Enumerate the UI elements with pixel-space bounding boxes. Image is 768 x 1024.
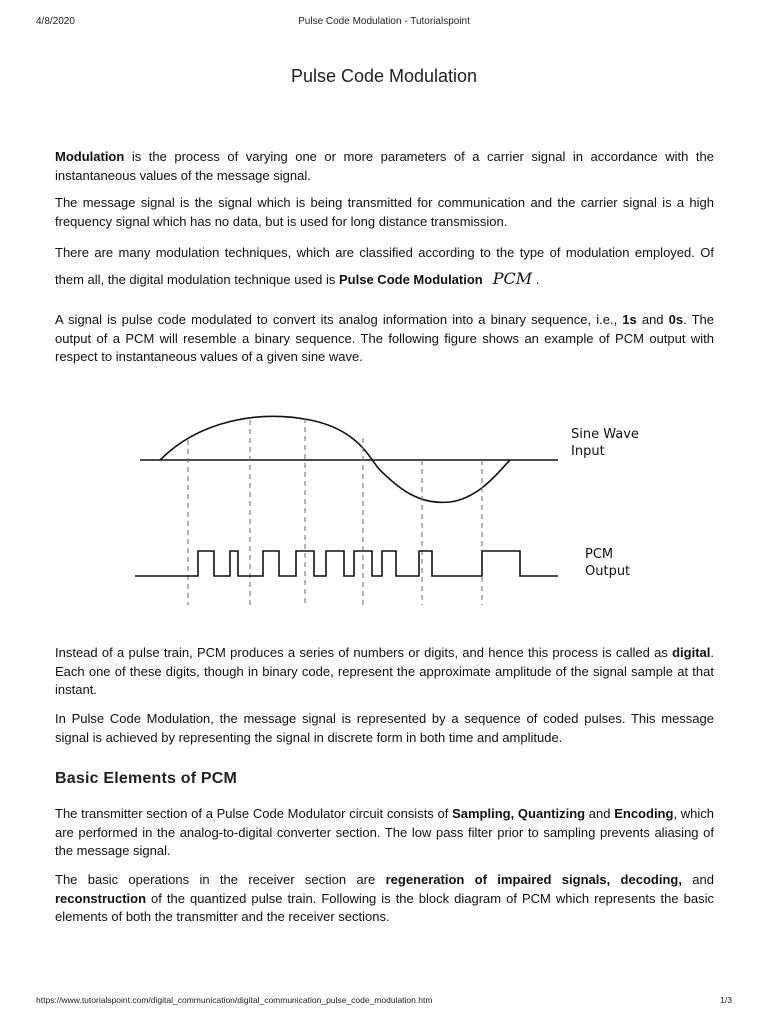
paragraph-text: The transmitter section of a Pulse Code Modulator circuit consists of xyxy=(55,806,453,821)
print-page-number: 1/3 xyxy=(720,995,732,1005)
pcm-output-label xyxy=(585,546,630,580)
paragraph-coded-pulses: In Pulse Code Modulation, the message signal is represented by a sequence of coded pulses. This message signal is achieved by representing the signal in discrete form in both time and amplitude. xyxy=(55,711,714,745)
paragraph-text: . The output of a PCM will resemble a binary sequence. The following figure shows an example of PCM output with respect to instantaneous values of a given sine wave. xyxy=(55,312,715,364)
term-sampling-quantizing: Sampling, Quantizing xyxy=(452,806,586,821)
paragraph-text: of the quantized pulse train. Following is the block diagram of PCM which represents the basic elements of both the transmitter and the receiver sections. xyxy=(55,890,714,924)
term-regeneration-decoding: regeneration of impaired signals, decoding, xyxy=(385,872,682,887)
term-digital: digital xyxy=(672,645,711,660)
label-line: Input xyxy=(571,444,605,459)
term-encoding: Encoding xyxy=(614,806,674,821)
paragraph-text: A signal is pulse code modulated to convert its analog information into a binary sequence, i.e., xyxy=(55,312,623,327)
section-heading: Basic Elements of PCM xyxy=(55,770,238,787)
paragraph-text: . Each one of these digits, though in binary code, represent the approximate amplitude of the signal sample at that instant. xyxy=(55,645,714,697)
paragraph-text: and xyxy=(636,312,669,327)
label-line: Output xyxy=(585,564,631,579)
term-1s: 1s xyxy=(622,312,637,327)
paragraph-modulation-definition xyxy=(55,148,714,185)
print-page-title: Pulse Code Modulation - Tutorialspoint xyxy=(298,16,470,27)
paragraph-text: There are many modulation techniques, which are classified according to the type of modulation employed. Of them all, the digital modulation technique used is xyxy=(55,245,714,287)
term-reconstruction: reconstruction xyxy=(55,890,147,906)
label-line: Sine Wave xyxy=(571,427,639,442)
pcm-math-symbol: PCM xyxy=(492,269,533,288)
term-pcm: Pulse Code Modulation xyxy=(339,272,483,287)
paragraph-digital xyxy=(55,644,714,700)
label-line: PCM xyxy=(585,547,614,562)
paragraph-transmitter xyxy=(55,805,714,861)
paragraph-text: is the process of varying one or more parameters of a carrier signal in accordance with the instantaneous values of the message signal. xyxy=(55,149,714,183)
paragraph-text: The basic operations in the receiver section are xyxy=(55,872,386,887)
paragraph-receiver xyxy=(55,871,714,927)
page-title: Pulse Code Modulation xyxy=(290,66,478,86)
pcm-figure xyxy=(130,410,650,610)
paragraph-text: and xyxy=(681,872,714,887)
paragraph-text: Instead of a pulse train, PCM produces a series of numbers or digits, and hence this process is called as xyxy=(55,645,673,660)
paragraph-binary-sequence xyxy=(55,311,714,367)
pcm-pulse-train xyxy=(135,551,558,576)
paragraph-text: , which are performed in the analog-to-digital converter section. The low pass filter prior to sampling prevents aliasing of the message signal. xyxy=(55,806,715,858)
paragraph-message-signal: The message signal is the signal which is being transmitted for communication and the carrier signal is a high frequency signal which has no data, but is used for long distance transmission. xyxy=(55,195,714,229)
paragraph-text: . xyxy=(532,272,540,287)
paragraph-text: and xyxy=(585,806,615,821)
term-0s: 0s xyxy=(668,312,684,327)
sampling-lines xyxy=(188,418,482,605)
print-url: https://www.tutorialspoint.com/digital_communication/digital_communication_pulse_code_modulation.htm xyxy=(36,995,433,1005)
paragraph-modulation-techniques xyxy=(55,240,714,293)
print-date: 4/8/2020 xyxy=(36,16,75,27)
sine-wave-input-label xyxy=(571,426,639,460)
term-modulation: Modulation xyxy=(55,149,125,164)
